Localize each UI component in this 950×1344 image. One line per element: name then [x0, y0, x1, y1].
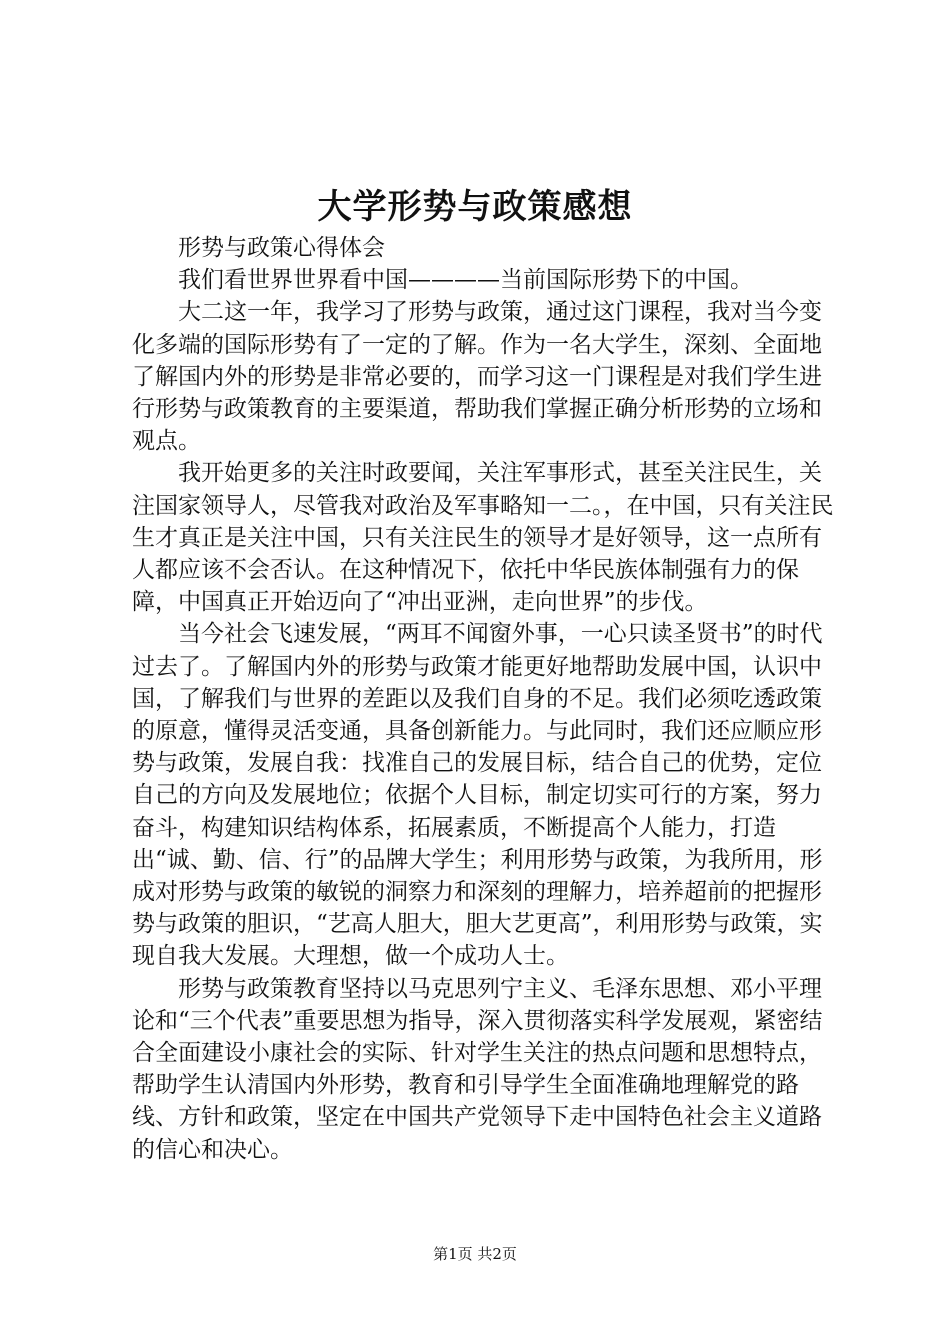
- paragraph-4: 形势与政策教育坚持以马克思列宁主义、毛泽东思想、邓小平理论和“三个代表”重要思想为指导，深入贯彻落实科学发展观，紧密结合全面建设小康社会的实际、针对学生关注的热点问题和思想特点，帮助学生认清国内外形势，教育和引导学生全面准确地理解党的路线、方针和政策，坚定在中国共产党领导下走中国特色社会主义道路的信心和决心。: [132, 975, 823, 1163]
- paragraph-heading: 我们看世界世界看中国————当前国际形势下的中国。: [178, 267, 753, 294]
- paragraph-3: 当今社会飞速发展，“两耳不闻窗外事，一心只读圣贤书”的时代过去了。了解国内外的形势与政策才能更好地帮助发展中国，认识中国，了解我们与世界的差距以及我们自身的不足。我们必须吃透政策的原意，懂得灵活变通，具备创新能力。与此同时，我们还应顺应形势与政策，发展自我：找准自己的发展目标，结合自己的优势，定位自己的方向及发展地位；依据个人目标，制定切实可行的方案，努力奋斗，构建知识结构体系，拓展素质，不断提高个人能力，打造出“诚、勤、信、行”的品牌大学生；利用形势与政策，为我所用，形成对形势与政策的敏锐的洞察力和深刻的理解力，培养超前的把握形势与政策的胆识，“艺高人胆大，胆大艺更高”，利用形势与政策，实现自我大发展。大理想，做一个成功人士。: [132, 621, 823, 970]
- paragraph-2: 我开始更多的关注时政要闻，关注军事形式，甚至关注民生，关注国家领导人，尽管我对政治及军事略知一二。，在中国，只有关注民生才真正是关注中国，只有关注民生的领导才是好领导，这一点所有人都应该不会否认。在这种情况下，依托中华民族体制强有力的保障，中国真正开始迈向了“冲出亚洲，走向世界”的步伐。: [132, 460, 834, 616]
- document-title: 大学形势与政策感想: [317, 187, 633, 227]
- paragraph-1: 大二这一年，我学习了形势与政策，通过这门课程，我对当今变化多端的国际形势有了一定的了解。作为一名大学生，深刻、全面地了解国内外的形势是非常必要的，而学习这一门课程是对我们学生进行形势与政策教育的主要渠道，帮助我们掌握正确分析形势的立场和观点。: [132, 299, 822, 455]
- page-footer: 第1页 共2页: [433, 1245, 517, 1263]
- document-body: [132, 232, 844, 1166]
- paragraph-subtitle: 形势与政策心得体会: [178, 235, 385, 261]
